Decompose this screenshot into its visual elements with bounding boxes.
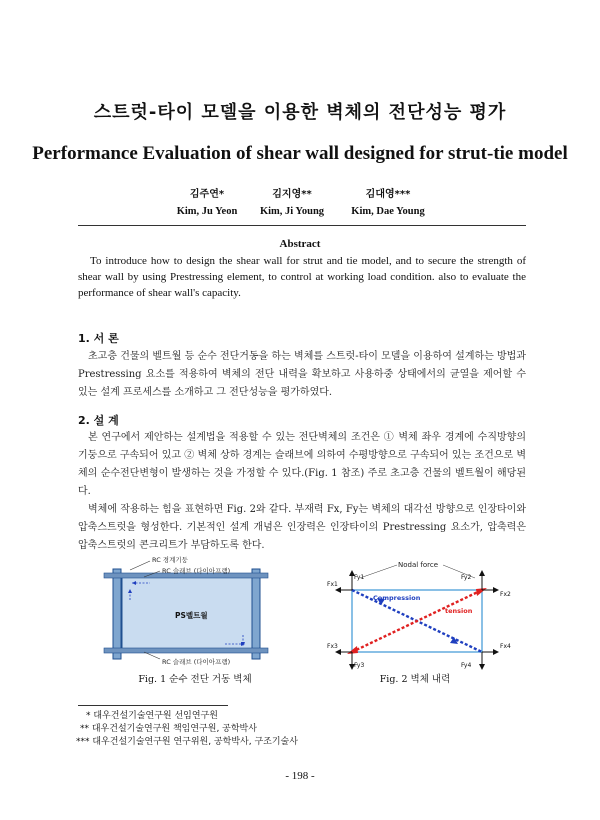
abstract-heading: Abstract [279, 238, 321, 250]
figure-1-caption: Fig. 1 순수 전단 거동 벽체 [138, 674, 252, 685]
section-2-heading: 2. 설 계 [78, 414, 119, 427]
left-boundary-column [113, 569, 121, 659]
footnote-divider [78, 705, 228, 706]
author-2-english-name: Kim, Ji Young [259, 206, 325, 217]
bottom-slab [104, 648, 268, 653]
fig1-label-slab-bottom: RC 슬래브 (다이아프램) [162, 658, 231, 666]
fig1-label-rc-column: RC 경계기둥 [152, 556, 188, 564]
fig2-label-compression: Compression [373, 594, 421, 602]
title-english: Performance Evaluation of shear wall designed for strut-tie model [32, 143, 568, 164]
section-2-body [78, 429, 526, 555]
page-number: - 198 - [285, 770, 315, 782]
author-3-korean-name: 김대영*** [365, 189, 411, 200]
footnote-2: ** 대우건설기술연구원 책임연구원, 공학박사 [80, 724, 257, 734]
fig2-label-nodal-force: Nodal force [398, 561, 439, 569]
fig2-label-fy4: Fy4 [461, 662, 472, 669]
section-2-paragraph-1: 본 연구에서 제안하는 설계법을 적용할 수 있는 전단벽체의 조건은 ① 벽체 좌우 경계에 수직방향의 기둥으로 구속되어 있고 ② 벽체 상하 경계는 슬래브에 의하여 수평방향으로 구속되어 있는 조건으로 벽체의 순수전단변형이 발생하는 것을 가정할 수 있다.(Fig. 1 참조) 주로 초고층 건물의 벨트월이 해당된다. [78, 432, 526, 497]
author-3 [333, 186, 443, 220]
right-boundary-column [252, 569, 260, 659]
fig2-label-fx1: Fx1 [327, 581, 338, 588]
author-1-korean-name: 김주연* [189, 189, 225, 200]
author-2-korean-name: 김지영** [272, 189, 312, 200]
author-1-english-name: Kim, Ju Yeon [176, 206, 238, 217]
footnote-1: * 대우건설기술연구원 선임연구원 [86, 711, 218, 721]
section-1-paragraph: 초고층 건물의 벨트월 등 순수 전단거동을 하는 벽체를 스트럿-타이 모델을 이용하여 설계하는 방법과 Prestressing 요소를 적용하여 벽체의 전단 내력을 확보하고 사용하중 상태에서의 균열을 제어할 수 있는 설계 프로세스를 소개하고 그 전단성능을 평가하였다. [78, 351, 526, 398]
author-3-english-name: Kim, Dae Young [351, 206, 425, 217]
section-2-paragraph-2: 벽체에 작용하는 힘을 표현하면 Fig. 2와 같다. 부재력 Fx, Fy는 벽체의 대각선 방향으로 인장타이와 압축스트럿을 형성한다. 기본적인 설계 개념은 인장력은 인장타이의 Prestressing 요소가, 압축력은 압축스트럿의 콘크리트가 부담하도록 한다. [78, 504, 526, 551]
fig2-label-fy1: Fy1 [354, 574, 365, 581]
abstract-text: To introduce how to design the shear wall for strut and tie model, and to secure the strength of shear wall by using Prestressing element, to control at working load condition. also to evaluate the performance of shear wall's capacity. [78, 255, 526, 299]
section-1-heading: 1. 서 론 [78, 332, 119, 345]
fig2-label-fx3: Fx3 [327, 643, 338, 650]
fig1-label-ps-wall: PS벨트월 [175, 611, 208, 620]
section-1-body [78, 348, 526, 402]
fig2-label-tension: tension [445, 607, 473, 615]
fig2-label-fx2: Fx2 [500, 591, 511, 598]
fig2-label-fx4: Fx4 [500, 643, 511, 650]
figure-1-diagram [100, 555, 290, 675]
fig1-label-slab-top: RC 슬래브 (다이아프램) [162, 567, 231, 575]
footnote-3: *** 대우건설기술연구원 연구위원, 공학박사, 구조기술사 [76, 737, 298, 747]
figure-2-diagram [325, 558, 530, 673]
author-2 [237, 186, 347, 220]
fig2-label-fy3: Fy3 [354, 662, 365, 669]
fig2-label-fy2: Fy2 [461, 574, 472, 581]
title-korean: 스트럿-타이 모델을 이용한 벽체의 전단성능 평가 [93, 102, 507, 123]
figure-2-caption: Fig. 2 벽체 내력 [379, 674, 451, 685]
header-divider [78, 225, 526, 226]
